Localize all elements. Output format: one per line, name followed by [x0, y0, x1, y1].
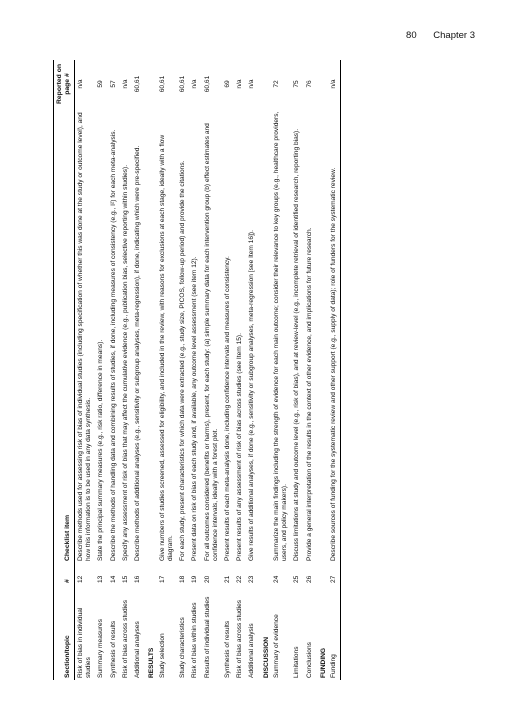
table-row [95, 60, 107, 680]
table-row [157, 60, 177, 680]
cell-item: Describe the methods of handling data and combining results of studies, if done, including measures of consistency (e.g., I²) for each meta-analysis. [109, 129, 117, 561]
cell-num: 26 [305, 575, 313, 583]
cell-reported: 57 [109, 80, 117, 88]
cell-reported: 75 [293, 80, 301, 88]
prisma-checklist-table [53, 60, 341, 680]
cell-reported: 69 [224, 80, 232, 88]
cell-item: Present data on risk of bias of each study and, if available, any outcome level assessment (see item 12). [191, 256, 199, 561]
cell-num: 14 [109, 575, 117, 583]
table-header-row [54, 60, 75, 680]
table-row [222, 60, 234, 680]
cell-reported: n/a [121, 79, 129, 89]
table-row [304, 60, 316, 680]
cell-reported: 59 [97, 80, 105, 88]
section-heading: FUNDING [319, 647, 327, 678]
table-row [291, 60, 303, 680]
cell-num: 24 [272, 575, 280, 583]
cell-reported: 60,61 [158, 75, 166, 93]
cell-item: Describe sources of funding for the systematic review and other support (e.g., supply of data); role of funders for the systematic review. [328, 108, 341, 563]
cell-section: Synthesis of results [224, 620, 232, 678]
table-row [132, 60, 144, 680]
cell-num: 22 [236, 575, 244, 583]
cell-num: 21 [224, 575, 232, 583]
cell-item: State the principal summary measures (e.g., risk ratio, difference in means). [97, 339, 105, 561]
cell-section: Risk of bias across studies [236, 599, 244, 678]
table-row [202, 60, 222, 680]
cell-reported: n/a [191, 79, 199, 89]
table-row [120, 60, 132, 680]
cell-num: 19 [191, 575, 199, 583]
section-heading-row [259, 60, 271, 680]
cell-item: Give results of additional analyses, if done (e.g., sensitivity or subgroup analyses, meta-regression [see Item 16]). [248, 230, 256, 561]
cell-section: Synthesis of results [109, 620, 117, 678]
header-section: Section/topic [54, 585, 75, 680]
cell-item: Describe methods of additional analyses (e.g., sensitivity or subgroup analyses, meta-regression), if done, indicating which were pre-specified. [134, 145, 142, 561]
table-body [74, 60, 340, 680]
cell-num: 13 [97, 575, 105, 583]
cell-item: For all outcomes considered (benefits or harms), present, for each study: (a) simple summary data for each intervention group (b) effect estimates and confidence intervals, ideally with a forest plot. [203, 123, 219, 561]
cell-reported: 76 [305, 80, 313, 88]
cell-num: 15 [121, 575, 129, 583]
cell-reported: 60,61 [179, 75, 187, 93]
section-heading: RESULTS [148, 647, 156, 678]
rotated-table-container [53, 60, 465, 680]
cell-num: 18 [179, 575, 187, 583]
cell-item: For each study, present characteristics for which data were extracted (e.g., study size, PICOS, follow-up period) and provide the citations. [179, 160, 187, 561]
cell-section: Funding [328, 585, 341, 680]
cell-num: 23 [248, 575, 256, 583]
table-row [328, 60, 341, 680]
section-heading-row [144, 60, 156, 680]
table-row [189, 60, 201, 680]
header-num: # [54, 563, 75, 585]
cell-section: Study selection [158, 633, 166, 678]
cell-num: 12 [76, 575, 84, 583]
cell-section: Risk of bias across studies [121, 599, 129, 678]
cell-item: Give numbers of studies screened, assessed for eligibility, and included in the review, with reasons for exclusions at each stage, ideally with a flow diagram. [158, 134, 174, 561]
section-heading-row [316, 60, 328, 680]
table-row [234, 60, 246, 680]
cell-section: Summary of evidence [272, 614, 280, 678]
cell-num: 20 [203, 575, 211, 583]
cell-reported: 60,61 [134, 75, 142, 93]
cell-section: Limitations [293, 646, 301, 678]
table-row [271, 60, 291, 680]
cell-section: Study characteristics [179, 617, 187, 678]
cell-reported: n/a [76, 79, 84, 89]
cell-num: 27 [328, 563, 341, 585]
page-number: 80 [406, 30, 417, 41]
page-header [392, 30, 475, 41]
cell-item: Present results of each meta-analysis done, including confidence intervals and measures of consistency. [224, 256, 232, 561]
cell-reported: n/a [248, 79, 256, 89]
cell-item: Specify any assessment of risk of bias that may affect the cumulative evidence (e.g., publication bias, selective reporting within studies). [121, 164, 129, 561]
cell-section: Risk of bias within studies [191, 602, 199, 678]
cell-num: 16 [134, 575, 142, 583]
cell-item: Summarize the main findings including the strength of evidence for each main outcome; consider their relevance to key groups (e.g., healthcare providers, users, and policy makers). [272, 111, 289, 561]
cell-section: Conclusions [305, 642, 313, 678]
table-row [246, 60, 258, 680]
header-reported: Reported on page # [54, 60, 75, 108]
cell-num: 17 [158, 575, 166, 583]
cell-section: Additional analyses [134, 621, 142, 678]
cell-item: Discuss limitations at study and outcome level (e.g., risk of bias), and at review-level (e.g., incomplete retrieval of identified research, reporting bias). [293, 128, 301, 561]
header-item: Checklist item [54, 108, 75, 563]
cell-section: Summary measures [97, 619, 105, 678]
cell-item: Present results of any assessment of risk of bias across studies (see Item 15). [236, 333, 244, 561]
cell-reported: n/a [236, 79, 244, 89]
cell-reported: 60,61 [203, 75, 211, 93]
cell-num: 25 [293, 575, 301, 583]
table-row [108, 60, 120, 680]
cell-reported: n/a [328, 60, 341, 108]
cell-section: Additional analysis [248, 623, 256, 678]
cell-item: Describe methods used for assessing risk of bias of individual studies (including specification of whether this was done at the study or outcome level), and how this information is to be used in any data synthesis. [76, 112, 93, 561]
cell-section: Risk of bias in individual studies [76, 607, 93, 678]
cell-section: Results of individual studies [203, 596, 211, 678]
table-row [177, 60, 189, 680]
section-heading: DISCUSSION [262, 636, 270, 678]
cell-item: Provide a general interpretation of the results in the context of other evidence, and implications for future research. [305, 227, 313, 561]
chapter-title: Chapter 3 [433, 30, 475, 41]
cell-reported: 72 [272, 80, 280, 88]
table-row [74, 60, 95, 680]
